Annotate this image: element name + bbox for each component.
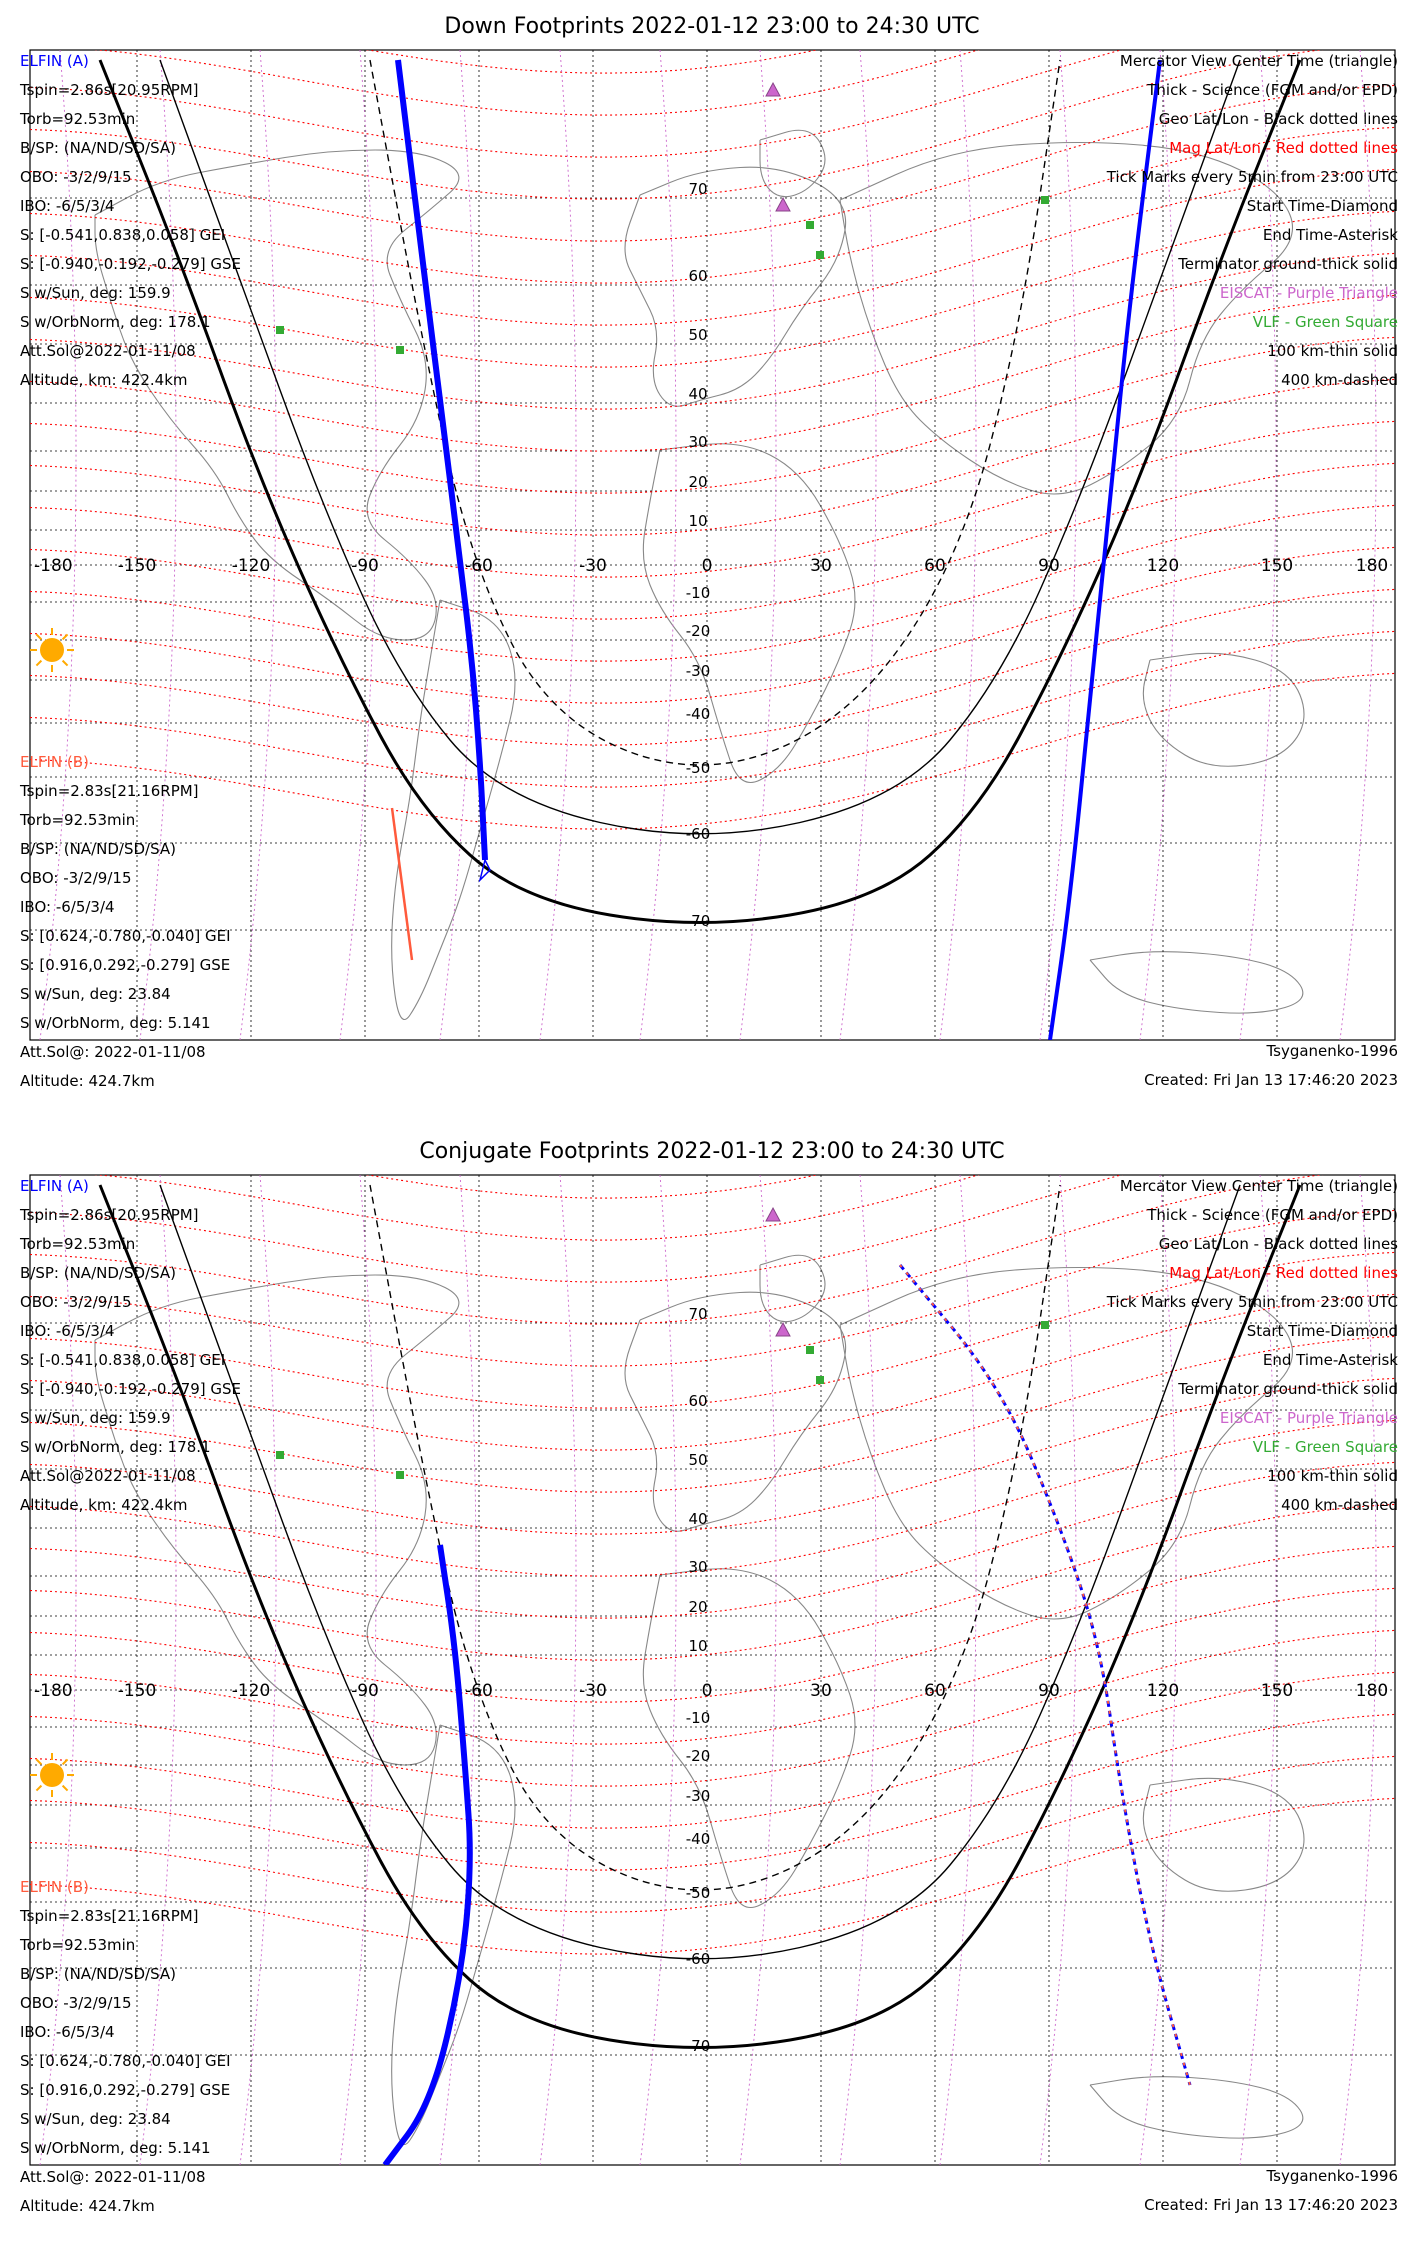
elfin-b-info-line: IBO: -6/5/3/4 (20, 2023, 115, 2041)
sun-icon (30, 1753, 74, 1797)
vlf-square (1041, 1321, 1049, 1329)
latitude-label: -50 (685, 759, 711, 777)
latitude-label: -50 (685, 1884, 711, 1902)
elfin-b-info-line: S w/Sun, deg: 23.84 (20, 985, 171, 1003)
created-label: Created: Fri Jan 13 17:46:20 2023 (1144, 1071, 1398, 1089)
legend-item: Tick Marks every 5min from 23:00 UTC (1106, 1293, 1398, 1311)
elfin-a-name: ELFIN (A) (20, 1177, 89, 1195)
legend-item: 100 km-thin solid (1267, 342, 1398, 360)
elfin-a-info-line: Tspin=2.86s[20.95RPM] (20, 1206, 199, 1224)
longitude-label: 0 (701, 1681, 713, 1701)
longitude-label: 120 (1146, 1681, 1180, 1701)
elfin-a-info-line: Tspin=2.86s[20.95RPM] (20, 81, 199, 99)
longitude-label: -90 (351, 556, 379, 576)
elfin-b-info-line: S: [0.624,-0.780,-0.040] GEI (20, 2052, 231, 2070)
legend-item: Thick - Science (FGM and/or EPD) (1147, 81, 1398, 99)
latitude-label: 20 (688, 1598, 708, 1616)
latitude-label: -60 (685, 1950, 711, 1968)
legend-item: 400 km-dashed (1281, 1496, 1398, 1514)
legend-item: End Time-Asterisk (1262, 1351, 1398, 1369)
latitude-label: 60 (688, 267, 708, 285)
latitude-label: 30 (688, 1558, 708, 1576)
latitude-label: -20 (685, 1747, 711, 1765)
latitude-label: 70 (688, 1305, 708, 1323)
elfin-b-info-line: S: [0.916,0.292,-0.279] GSE (20, 956, 231, 974)
elfin-a-info-line: B/SP: (NA/ND/SD/SA) (20, 139, 176, 157)
latitude-label: 50 (688, 326, 708, 344)
legend-item: Start Time-Diamond (1246, 197, 1398, 215)
elfin-b-info-line: Tspin=2.83s[21.16RPM] (20, 782, 199, 800)
elfin-b-info-line: S w/OrbNorm, deg: 5.141 (20, 1014, 211, 1032)
latitude-label: 50 (688, 1451, 708, 1469)
elfin-a-info-line: Torb=92.53min (20, 110, 136, 128)
longitude-label: 90 (1038, 556, 1060, 576)
latitude-label: -70 (685, 2037, 711, 2055)
legend-item: Start Time-Diamond (1246, 1322, 1398, 1340)
longitude-label: -120 (231, 1681, 271, 1701)
longitude-label: 0 (701, 556, 713, 576)
legend-item: Geo Lat/Lon - Black dotted lines (1158, 110, 1398, 128)
longitude-label: -180 (34, 556, 73, 576)
elfin-a-info-line: OBO: -3/2/9/15 (20, 1293, 132, 1311)
legend-item: Mag Lat/Lon - Red dotted lines (1169, 139, 1398, 157)
elfin-a-info-line: Att.Sol@2022-01-11/08 (20, 1467, 196, 1485)
vlf-square (396, 346, 404, 354)
longitude-label: 150 (1260, 1681, 1294, 1701)
vlf-square (816, 251, 824, 259)
elfin-b-info-line: B/SP: (NA/ND/SD/SA) (20, 1965, 176, 1983)
legend-item: EISCAT - Purple Triangle (1219, 1409, 1398, 1427)
elfin-a-info-line: S w/Sun, deg: 159.9 (20, 284, 171, 302)
elfin-a-info-line: S: [-0.940,-0.192,-0.279] GSE (20, 1380, 242, 1398)
elfin-a-info-line: OBO: -3/2/9/15 (20, 168, 132, 186)
sun-icon (30, 628, 74, 672)
vlf-square (276, 326, 284, 334)
elfin-a-info-line: Altitude, km: 422.4km (20, 371, 188, 389)
latitude-label: -60 (685, 825, 711, 843)
panel-title: Down Footprints 2022-01-12 23:00 to 24:30 UTC (444, 14, 980, 39)
legend-item: Tick Marks every 5min from 23:00 UTC (1106, 168, 1398, 186)
latitude-label: 60 (688, 1392, 708, 1410)
latitude-label: -20 (685, 622, 711, 640)
latitude-label: 40 (688, 1510, 708, 1528)
elfin-b-info-line: Tspin=2.83s[21.16RPM] (20, 1907, 199, 1925)
longitude-label: -90 (351, 1681, 379, 1701)
latitude-label: -40 (685, 1830, 711, 1848)
elfin-b-info-line: S: [0.916,0.292,-0.279] GSE (20, 2081, 231, 2099)
elfin-b-info-line: Torb=92.53min (20, 811, 136, 829)
elfin-b-info-line: Att.Sol@: 2022-01-11/08 (20, 1043, 206, 1061)
elfin-a-info-line: S: [-0.541,0.838,0.058] GEI (20, 1351, 226, 1369)
elfin-b-info-line: Torb=92.53min (20, 1936, 136, 1954)
vlf-square (1041, 196, 1049, 204)
elfin-b-info-line: B/SP: (NA/ND/SD/SA) (20, 840, 176, 858)
elfin-b-info-line: IBO: -6/5/3/4 (20, 898, 115, 916)
legend-item: VLF - Green Square (1252, 313, 1398, 331)
panel-title: Conjugate Footprints 2022-01-12 23:00 to 24:30 UTC (419, 1139, 1005, 1164)
legend-item: Mercator View Center Time (triangle) (1119, 52, 1398, 70)
elfin-b-info-line: Att.Sol@: 2022-01-11/08 (20, 2168, 206, 2186)
latitude-label: -30 (685, 662, 711, 680)
conjugate-footprints-panel (0, 1125, 1425, 2250)
longitude-label: -150 (117, 556, 157, 576)
elfin-a-info-line: S: [-0.541,0.838,0.058] GEI (20, 226, 226, 244)
latitude-label: -30 (685, 1787, 711, 1805)
elfin-b-name: ELFIN (B) (20, 753, 89, 771)
model-label: Tsyganenko-1996 (1266, 2167, 1398, 2185)
longitude-label: 60 (924, 556, 946, 576)
legend-item: 100 km-thin solid (1267, 1467, 1398, 1485)
longitude-label: 90 (1038, 1681, 1060, 1701)
longitude-label: -120 (231, 556, 271, 576)
vlf-square (806, 1346, 814, 1354)
elfin-b-info-line: Altitude: 424.7km (20, 1072, 155, 1090)
elfin-a-name: ELFIN (A) (20, 52, 89, 70)
elfin-a-info-line: Att.Sol@2022-01-11/08 (20, 342, 196, 360)
elfin-a-info-line: S: [-0.940,-0.192,-0.279] GSE (20, 255, 242, 273)
elfin-a-info-line: IBO: -6/5/3/4 (20, 197, 115, 215)
longitude-label: 30 (810, 1681, 832, 1701)
legend-item: EISCAT - Purple Triangle (1219, 284, 1398, 302)
latitude-label: -70 (685, 912, 711, 930)
latitude-label: -10 (685, 1709, 711, 1727)
elfin-b-info-line: S w/OrbNorm, deg: 5.141 (20, 2139, 211, 2157)
longitude-label: 180 (1355, 1681, 1389, 1701)
longitude-label: 60 (924, 1681, 946, 1701)
latitude-label: 10 (688, 1637, 708, 1655)
vlf-square (816, 1376, 824, 1384)
created-label: Created: Fri Jan 13 17:46:20 2023 (1144, 2196, 1398, 2214)
longitude-label: -30 (579, 1681, 607, 1701)
elfin-a-info-line: S w/OrbNorm, deg: 178.1 (20, 1438, 211, 1456)
vlf-square (396, 1471, 404, 1479)
vlf-square (806, 221, 814, 229)
longitude-label: -150 (117, 1681, 157, 1701)
vlf-square (276, 1451, 284, 1459)
elfin-b-info-line: S: [0.624,-0.780,-0.040] GEI (20, 927, 231, 945)
elfin-a-info-line: Altitude, km: 422.4km (20, 1496, 188, 1514)
elfin-a-info-line: Torb=92.53min (20, 1235, 136, 1253)
legend-item: Terminator ground-thick solid (1178, 1380, 1398, 1398)
elfin-b-info-line: S w/Sun, deg: 23.84 (20, 2110, 171, 2128)
elfin-b-info-line: OBO: -3/2/9/15 (20, 869, 132, 887)
longitude-label: -60 (465, 556, 493, 576)
longitude-label: 30 (810, 556, 832, 576)
legend-item: Mag Lat/Lon - Red dotted lines (1169, 1264, 1398, 1282)
longitude-label: -180 (34, 1681, 73, 1701)
longitude-label: -30 (579, 556, 607, 576)
model-label: Tsyganenko-1996 (1266, 1042, 1398, 1060)
legend-item: Terminator ground-thick solid (1178, 255, 1398, 273)
legend-item: 400 km-dashed (1281, 371, 1398, 389)
legend-item: End Time-Asterisk (1262, 226, 1398, 244)
latitude-label: 20 (688, 473, 708, 491)
map-canvas (0, 1125, 1425, 2250)
latitude-label: 70 (688, 180, 708, 198)
legend-item: Thick - Science (FGM and/or EPD) (1147, 1206, 1398, 1224)
elfin-a-info-line: S w/Sun, deg: 159.9 (20, 1409, 171, 1427)
longitude-label: 150 (1260, 556, 1294, 576)
latitude-label: -40 (685, 705, 711, 723)
latitude-label: 30 (688, 433, 708, 451)
latitude-label: -10 (685, 584, 711, 602)
elfin-a-info-line: B/SP: (NA/ND/SD/SA) (20, 1264, 176, 1282)
longitude-label: 180 (1355, 556, 1389, 576)
legend-item: Mercator View Center Time (triangle) (1119, 1177, 1398, 1195)
longitude-label: 120 (1146, 556, 1180, 576)
elfin-b-info-line: Altitude: 424.7km (20, 2197, 155, 2215)
legend-item: Geo Lat/Lon - Black dotted lines (1158, 1235, 1398, 1253)
latitude-label: 10 (688, 512, 708, 530)
elfin-b-name: ELFIN (B) (20, 1878, 89, 1896)
longitude-label: -60 (465, 1681, 493, 1701)
elfin-a-info-line: S w/OrbNorm, deg: 178.1 (20, 313, 211, 331)
latitude-label: 40 (688, 385, 708, 403)
elfin-b-info-line: OBO: -3/2/9/15 (20, 1994, 132, 2012)
legend-item: VLF - Green Square (1252, 1438, 1398, 1456)
elfin-a-info-line: IBO: -6/5/3/4 (20, 1322, 115, 1340)
